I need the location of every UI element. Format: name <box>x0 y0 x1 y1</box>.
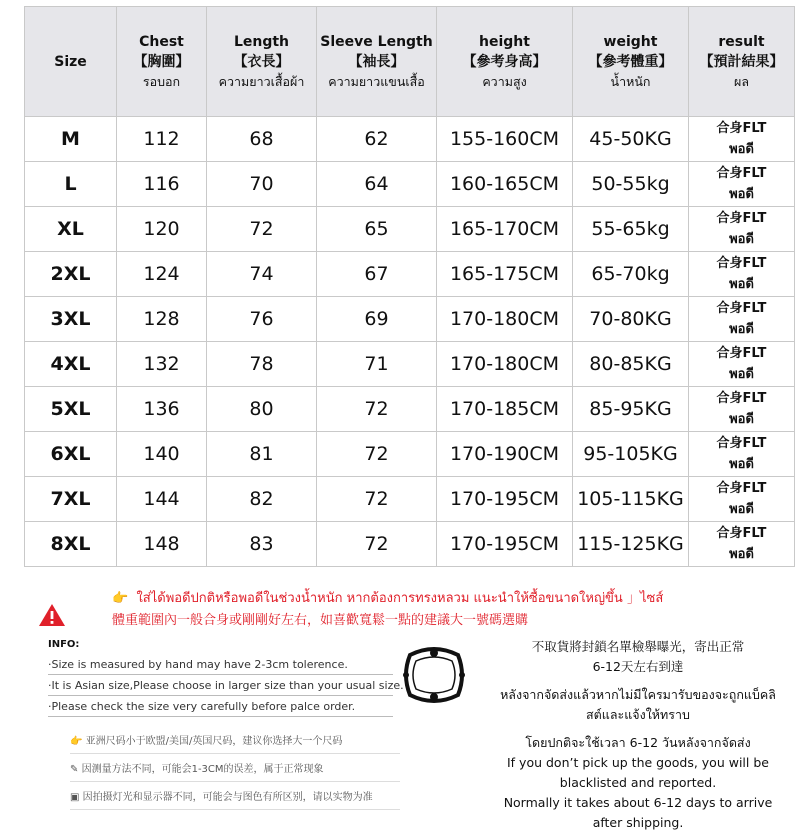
result-line: พอดี <box>729 322 754 337</box>
result-line: 合身FLT <box>716 121 767 136</box>
info-line: ·Please check the size very carefully before palce order. <box>48 696 393 717</box>
result-line: พอดี <box>729 367 754 382</box>
pointing-hand-icon: 👉 <box>70 736 83 747</box>
sleeve-cell: 69 <box>317 297 437 342</box>
column-header <box>437 7 573 117</box>
result-cell <box>689 297 795 342</box>
size-cell: 4XL <box>25 342 117 387</box>
chinese-notes-list <box>70 726 400 810</box>
sleeve-cell: 72 <box>317 432 437 477</box>
height-cell: 170-195CM <box>437 522 573 567</box>
result-line: พอดี <box>729 502 754 517</box>
list-item: ▣ 因拍摄灯光和显示器不同，可能会与图色有所区别，请以实物为准 <box>70 782 400 810</box>
height-cell: 170-195CM <box>437 477 573 522</box>
column-header-line: Length <box>233 33 290 50</box>
chest-cell: 140 <box>117 432 207 477</box>
result-cell <box>689 207 795 252</box>
column-header-line: 【參考體重】 <box>588 53 673 70</box>
result-line: พอดี <box>729 232 754 247</box>
column-header-line: ความยาวแขนเสื้อ <box>328 73 425 89</box>
table-row <box>25 342 795 387</box>
sleeve-cell: 72 <box>317 477 437 522</box>
column-header-line: ผล <box>734 73 749 89</box>
warning-triangle-icon <box>38 603 66 627</box>
column-header-line: weight <box>603 33 658 50</box>
sleeve-cell: 71 <box>317 342 437 387</box>
result-line: พอดี <box>729 142 754 157</box>
table-row <box>25 297 795 342</box>
size-cell: 2XL <box>25 252 117 297</box>
result-cell <box>689 432 795 477</box>
sleeve-cell: 62 <box>317 117 437 162</box>
result-cell <box>689 117 795 162</box>
table-row <box>25 162 795 207</box>
size-cell: 6XL <box>25 432 117 477</box>
column-header-line: 【袖長】 <box>348 53 405 70</box>
weight-cell: 50-55kg <box>573 162 689 207</box>
chest-cell: 116 <box>117 162 207 207</box>
column-header-line: ความสูง <box>482 73 527 89</box>
notice-line: 不取貨將封鎖名單檢舉曝光，寄出正常 <box>531 639 745 654</box>
chest-cell: 132 <box>117 342 207 387</box>
notice-line: Normally it takes about 6-12 days to arrive <box>503 795 773 810</box>
size-cell: 7XL <box>25 477 117 522</box>
column-header-line: result <box>718 33 765 50</box>
notice-line: สต์และแจ้งให้ทราบ <box>586 707 690 722</box>
notice-line: โดยปกติจะใช้เวลา 6-12 วันหลังจากจัดส่ง <box>525 735 751 750</box>
notice-line: 6-12天左右到達 <box>592 659 684 674</box>
weight-cell: 95-105KG <box>573 432 689 477</box>
info-line: ·Size is measured by hand may have 2-3cm tolerence. <box>48 654 393 675</box>
result-line: พอดี <box>729 277 754 292</box>
weight-cell: 55-65kg <box>573 207 689 252</box>
length-cell: 80 <box>207 387 317 432</box>
size-cell: 3XL <box>25 297 117 342</box>
table-row <box>25 432 795 477</box>
info-icon: ✎ <box>70 764 79 775</box>
table-row <box>25 522 795 567</box>
length-cell: 74 <box>207 252 317 297</box>
size-cell: 5XL <box>25 387 117 432</box>
notice-line: blacklisted and reported. <box>559 775 717 790</box>
table-row <box>25 252 795 297</box>
chest-cell: 144 <box>117 477 207 522</box>
result-cell <box>689 522 795 567</box>
result-line: 合身FLT <box>716 346 767 361</box>
height-cell: 165-170CM <box>437 207 573 252</box>
size-cell: M <box>25 117 117 162</box>
table-row <box>25 387 795 432</box>
result-line: พอดี <box>729 412 754 427</box>
column-header <box>573 7 689 117</box>
length-cell: 83 <box>207 522 317 567</box>
chest-cell: 112 <box>117 117 207 162</box>
result-line: พอดี <box>729 547 754 562</box>
height-cell: 170-185CM <box>437 387 573 432</box>
weight-cell: 65-70kg <box>573 252 689 297</box>
size-chart-table <box>24 6 795 567</box>
height-cell: 170-190CM <box>437 432 573 477</box>
column-header <box>689 7 795 117</box>
pointing-hand-icon: 👉 <box>112 591 129 606</box>
table-row <box>25 207 795 252</box>
height-cell: 155-160CM <box>437 117 573 162</box>
column-header-line: น้ำหนัก <box>610 73 651 89</box>
column-header-line: Size <box>54 53 87 70</box>
column-header-line: Sleeve Length <box>320 33 433 50</box>
weight-cell: 70-80KG <box>573 297 689 342</box>
column-header-line: Chest <box>139 33 184 50</box>
chest-cell: 120 <box>117 207 207 252</box>
length-cell: 81 <box>207 432 317 477</box>
result-line: 合身FLT <box>716 211 767 226</box>
result-line: 合身FLT <box>716 391 767 406</box>
shipping-notice <box>468 637 808 833</box>
result-line: 合身FLT <box>716 301 767 316</box>
info-box <box>48 639 404 717</box>
column-header <box>207 7 317 117</box>
column-header-line: รอบอก <box>142 73 181 89</box>
result-line: 合身FLT <box>716 526 767 541</box>
chest-cell: 136 <box>117 387 207 432</box>
weight-cell: 80-85KG <box>573 342 689 387</box>
weight-cell: 85-95KG <box>573 387 689 432</box>
result-cell <box>689 387 795 432</box>
length-cell: 76 <box>207 297 317 342</box>
result-cell <box>689 477 795 522</box>
sleeve-cell: 72 <box>317 387 437 432</box>
sleeve-cell: 65 <box>317 207 437 252</box>
list-item: 👉 亚洲尺码小于欧盟/美国/英国尺码，建议你选择大一个尺码 <box>70 726 400 754</box>
weight-cell: 45-50KG <box>573 117 689 162</box>
column-header-line: 【參考身高】 <box>462 53 547 70</box>
column-header <box>117 7 207 117</box>
info-line: ·It is Asian size,Please choose in larger size than your usual size. <box>48 675 393 696</box>
column-header-line: ความยาวเสื้อผ้า <box>218 73 305 89</box>
column-header <box>317 7 437 117</box>
list-item: ✎ 因测量方法不同，可能会1-3CM的误差，属于正常现象 <box>70 754 400 782</box>
notice-line: If you don’t pick up the goods, you will be <box>507 755 769 770</box>
chest-cell: 148 <box>117 522 207 567</box>
info-title: INFO: <box>48 639 80 650</box>
column-header-line: 【衣長】 <box>233 53 290 70</box>
size-cell: XL <box>25 207 117 252</box>
result-line: 合身FLT <box>716 256 767 271</box>
size-cell: L <box>25 162 117 207</box>
result-line: พอดี <box>729 187 754 202</box>
notice-line: หลังจากจัดส่งแล้วหากไม่มีใครมารับของจะถูกแบ็คลิ <box>500 687 776 702</box>
column-header-line: height <box>479 33 530 50</box>
length-cell: 68 <box>207 117 317 162</box>
length-cell: 72 <box>207 207 317 252</box>
result-line: 合身FLT <box>716 436 767 451</box>
ornament-frame-icon <box>402 645 466 705</box>
camera-icon: ▣ <box>70 792 80 803</box>
column-header-line: 【胸圍】 <box>133 53 190 70</box>
weight-cell: 105-115KG <box>573 477 689 522</box>
table-row <box>25 477 795 522</box>
column-header-line: 【預計結果】 <box>699 53 784 70</box>
height-cell: 165-175CM <box>437 252 573 297</box>
result-cell <box>689 342 795 387</box>
height-cell: 170-180CM <box>437 297 573 342</box>
result-line: พอดี <box>729 457 754 472</box>
sleeve-cell: 72 <box>317 522 437 567</box>
sleeve-cell: 67 <box>317 252 437 297</box>
table-header-row <box>25 7 795 117</box>
column-header <box>25 7 117 117</box>
size-cell: 8XL <box>25 522 117 567</box>
table-row <box>25 117 795 162</box>
chest-cell: 124 <box>117 252 207 297</box>
result-line: 合身FLT <box>716 481 767 496</box>
length-cell: 78 <box>207 342 317 387</box>
result-cell <box>689 252 795 297</box>
height-cell: 160-165CM <box>437 162 573 207</box>
thai-fit-note: 👉 ใส่ได้พอดีปกติหรือพอดีในช่วงน้ำหนัก หากต้องการทรงหลวม แนะนำให้ซื้อขนาดใหญ่ขึ้น 」ไซส์ <box>112 591 664 606</box>
notice-line: after shipping. <box>592 815 684 830</box>
table-body <box>25 117 795 567</box>
sleeve-cell: 64 <box>317 162 437 207</box>
chinese-fit-note: 體重範圍內一般合身或剛剛好左右，如喜歡寬鬆一點的建議大一號碼選購 <box>112 613 529 628</box>
length-cell: 70 <box>207 162 317 207</box>
chest-cell: 128 <box>117 297 207 342</box>
weight-cell: 115-125KG <box>573 522 689 567</box>
height-cell: 170-180CM <box>437 342 573 387</box>
result-cell <box>689 162 795 207</box>
length-cell: 82 <box>207 477 317 522</box>
result-line: 合身FLT <box>716 166 767 181</box>
